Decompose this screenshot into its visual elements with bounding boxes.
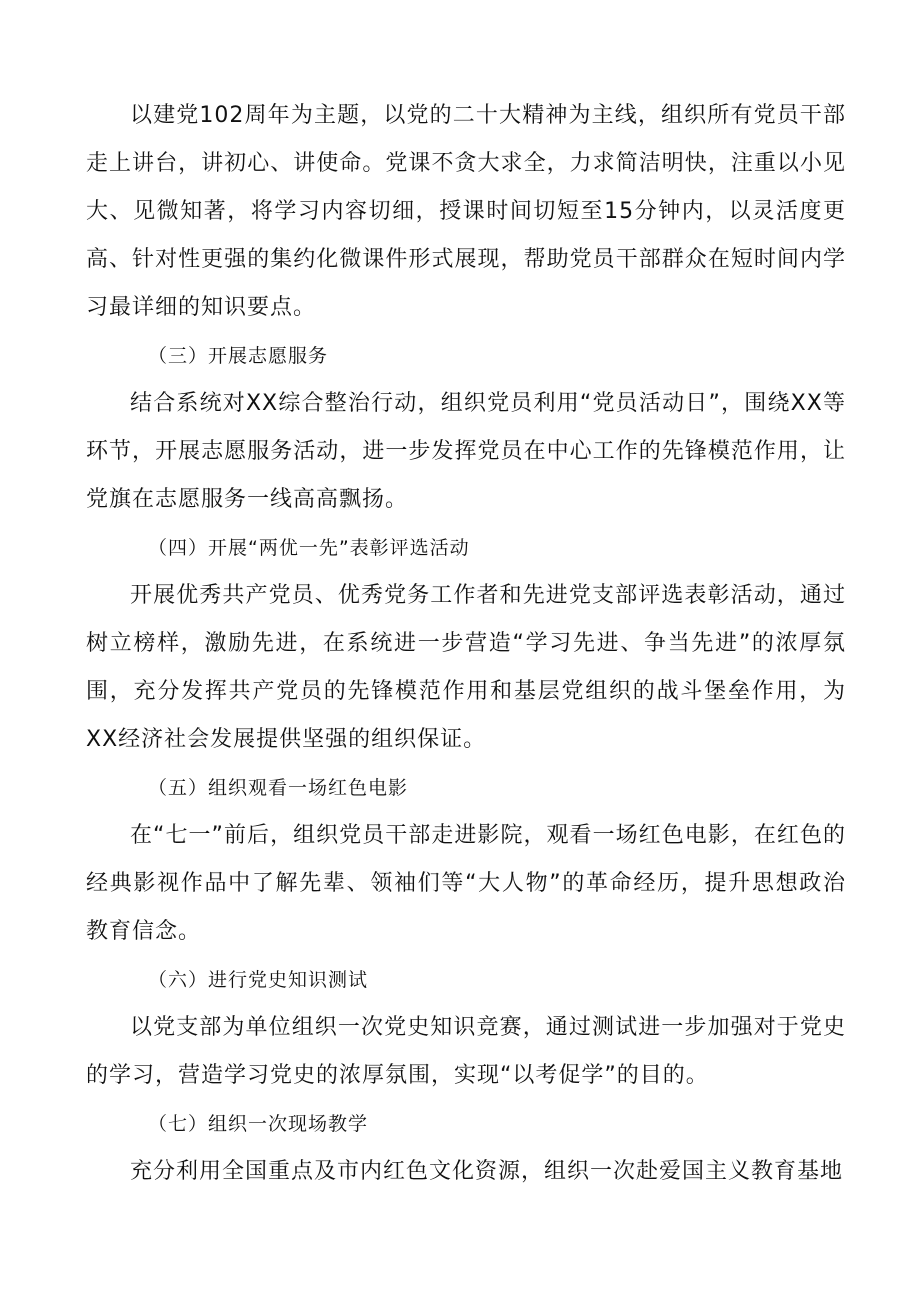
section-heading-red-movie: （五）组织观看一场红色电影	[148, 777, 409, 799]
paragraph-field-teaching: 充分利用全国重点及市内红色文化资源，组织一次赴爱国主义教育基地	[130, 1159, 844, 1184]
paragraph-party-lecture: 以建党102周年为主题，以党的二十大精神为主线，组织所有党员干部走上讲台，讲初心、讲使命。党课不贪大求全，力求简洁明快，注重以小见大、见微知著，将学习内容切细，授课时间切短至15分钟内，以灵活度更高、针对性更强的集约化微课件形式展现，帮助党员干部群众在短时间内学习最详细的知识要点。	[86, 103, 846, 320]
paragraph-history-test: 以党支部为单位组织一次党史知识竞赛，通过测试进一步加强对于党史的学习，营造学习党史的浓厚氛围，实现“以考促学”的目的。	[86, 1015, 846, 1088]
paragraph-volunteer-service: 结合系统对XX综合整治行动，组织党员利用“党员活动日”，围绕XX等环节，开展志愿服务活动，进一步发挥党员在中心工作的先锋模范作用，让党旗在志愿服务一线高高飘扬。	[86, 391, 846, 512]
section-heading-volunteer-service: （三）开展志愿服务	[148, 345, 329, 367]
paragraph-red-movie: 在“七一”前后，组织党员干部走进影院，观看一场红色电影，在红色的经典影视作品中了解先辈、领袖们等“大人物”的革命经历，提升思想政治教育信念。	[86, 823, 846, 944]
section-heading-field-teaching: （七）组织一次现场教学	[148, 1113, 369, 1135]
section-heading-history-test: （六）进行党史知识测试	[148, 969, 369, 991]
section-heading-commendation: （四）开展“两优一先”表彰评选活动	[148, 537, 470, 559]
document-body	[86, 92, 846, 1196]
paragraph-commendation: 开展优秀共产党员、优秀党务工作者和先进党支部评选表彰活动，通过树立榜样，激励先进，在系统进一步营造“学习先进、争当先进”的浓厚氛围，充分发挥共产党员的先锋模范作用和基层党组织的战斗堡垒作用，为XX经济社会发展提供坚强的组织保证。	[86, 583, 846, 752]
